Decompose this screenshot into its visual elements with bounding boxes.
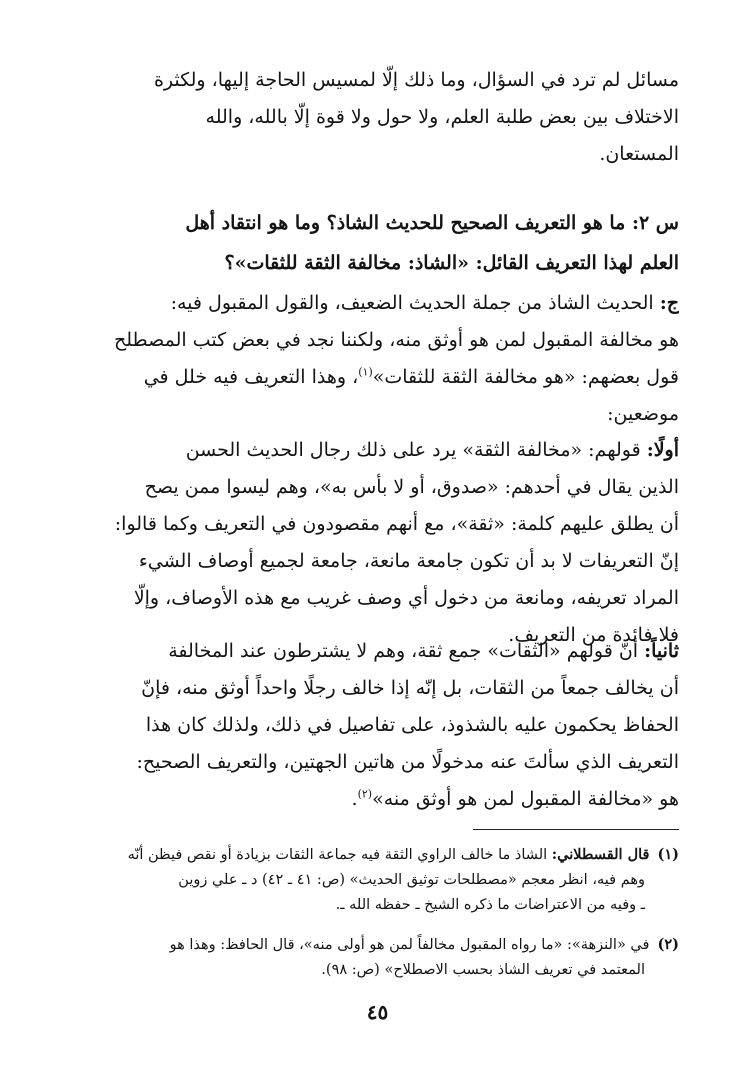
text-line: أن يطلق عليهم كلمة: «ثقة»، مع أنهم مقصودون في التعريف وكما قالوا:	[114, 513, 679, 535]
footnote-reference-1[interactable]: (١)	[358, 365, 373, 379]
answer-paragraph	[72, 285, 679, 433]
footnote-1	[72, 842, 679, 918]
footnote-number: (٢)	[657, 936, 679, 953]
footnote-text: في «النزهة»: «ما رواه المقبول مخالفاً لمن هو أولى منه»، قال الحافظ: وهذا هو	[169, 937, 650, 953]
page-number: ٤٥	[366, 1000, 389, 1024]
text-line: مسائل لم ترد في السؤال، وما ذلك إلّا لمسيس الحاجة إليها، ولكثرة	[153, 69, 679, 91]
footnote-line	[72, 932, 679, 958]
text-line	[72, 432, 679, 469]
first-label: أولًا:	[646, 439, 679, 461]
answer-text: قول بعضهم: «هو مخالفة الثقة للثقات»	[372, 366, 679, 388]
text-line: المستعان.	[599, 143, 679, 165]
text-line: الذين يقال في أحدهم: «صدوق، أو لا بأس به»، وهم ليسوا ممن يصح	[144, 476, 679, 498]
second-text: هو «مخالفة المقبول لمن هو أوثق منه»	[372, 788, 679, 810]
footnote-number: (١)	[657, 846, 679, 863]
text-line	[72, 359, 679, 396]
text-line	[72, 633, 679, 670]
text-line: موضعين:	[607, 403, 679, 425]
answer-text: ، وهذا التعريف فيه خلل في	[143, 366, 359, 388]
text-line: المراد تعريفه، ومانعة من دخول أي وصف غريب مع هذه الأوصاف، وإلّا	[133, 587, 679, 609]
text-line: الحفاظ يحكمون عليه بالشذوذ، على تفاصيل في ذلك، ولذلك كان هذا	[145, 714, 679, 736]
first-point-paragraph	[72, 432, 679, 654]
footnote-line: وهم فيه، انظر معجم «مصطلحات توثيق الحديث» (ص: ٤١ ـ ٤٢) د ـ علي زوين	[178, 872, 645, 888]
footnote-reference-2[interactable]: (٢)	[357, 787, 373, 801]
text-line: هو مخالفة المقبول لمن هو أوثق منه، ولكننا نجد في بعض كتب المصطلح	[113, 329, 679, 351]
second-label: ثانياً:	[644, 640, 679, 662]
question-line: العلم لهذا التعريف القائل: «الشاذ: مخالفة الثقة للثقات»؟	[224, 252, 679, 274]
text-line: التعريف الذي سألتَ عنه مدخولًا من هاتين الجهتين، والتعريف الصحيح:	[136, 751, 679, 773]
second-point-paragraph	[72, 633, 679, 818]
text-line: أن يخالف جمعاً من الثقات، بل إنّه إذا خالف رجلًا واحداً أوثق منه، فإنّ	[141, 677, 679, 699]
question-line: س ٢: ما هو التعريف الصحيح للحديث الشاذ؟ وما هو انتقاد أهل	[185, 212, 679, 234]
footnote-separator	[473, 829, 679, 830]
intro-paragraph	[72, 62, 679, 173]
first-text: قولهم: «مخالفة الثقة» يرد على ذلك رجال الحديث الحسن	[185, 439, 647, 461]
footnote-label: قال القسطلاني:	[551, 846, 650, 863]
footnote-line	[72, 842, 679, 868]
second-text: أنّ قولهم «الثقات» جمع ثقة، وهم لا يشترطون عند المخالفة	[168, 640, 645, 662]
footnote-2	[72, 932, 679, 983]
text-line: إنّ التعريفات لا بد أن تكون جامعة مانعة، جامعة لجميع أوصاف الشيء	[138, 550, 679, 572]
text-line: فلا فائدة من التعريف.	[508, 624, 679, 646]
question-heading	[72, 203, 679, 283]
text-line	[72, 781, 679, 818]
answer-text: الحديث الشاذ من جملة الحديث الضعيف، والقول المقبول فيه:	[170, 292, 660, 314]
answer-prefix: ج:	[659, 292, 679, 314]
footnote-line: المعتمد في تعريف الشاذ بحسب الاصطلاح» (ص: ٩٨).	[321, 962, 645, 978]
footnote-text: الشاذ ما خالف الراوي الثقة فيه جماعة الثقات بزيادة أو نقص فيظن أنّه	[127, 847, 552, 863]
footnote-line: ـ وفيه من الاعتراضات ما ذكره الشيخ ـ حفظه الله ـ.	[335, 897, 645, 913]
second-text: .	[351, 788, 358, 810]
text-line: الاختلاف بين بعض طلبة العلم، ولا حول ولا قوة إلّا بالله، والله	[205, 106, 679, 128]
text-line	[72, 285, 679, 322]
